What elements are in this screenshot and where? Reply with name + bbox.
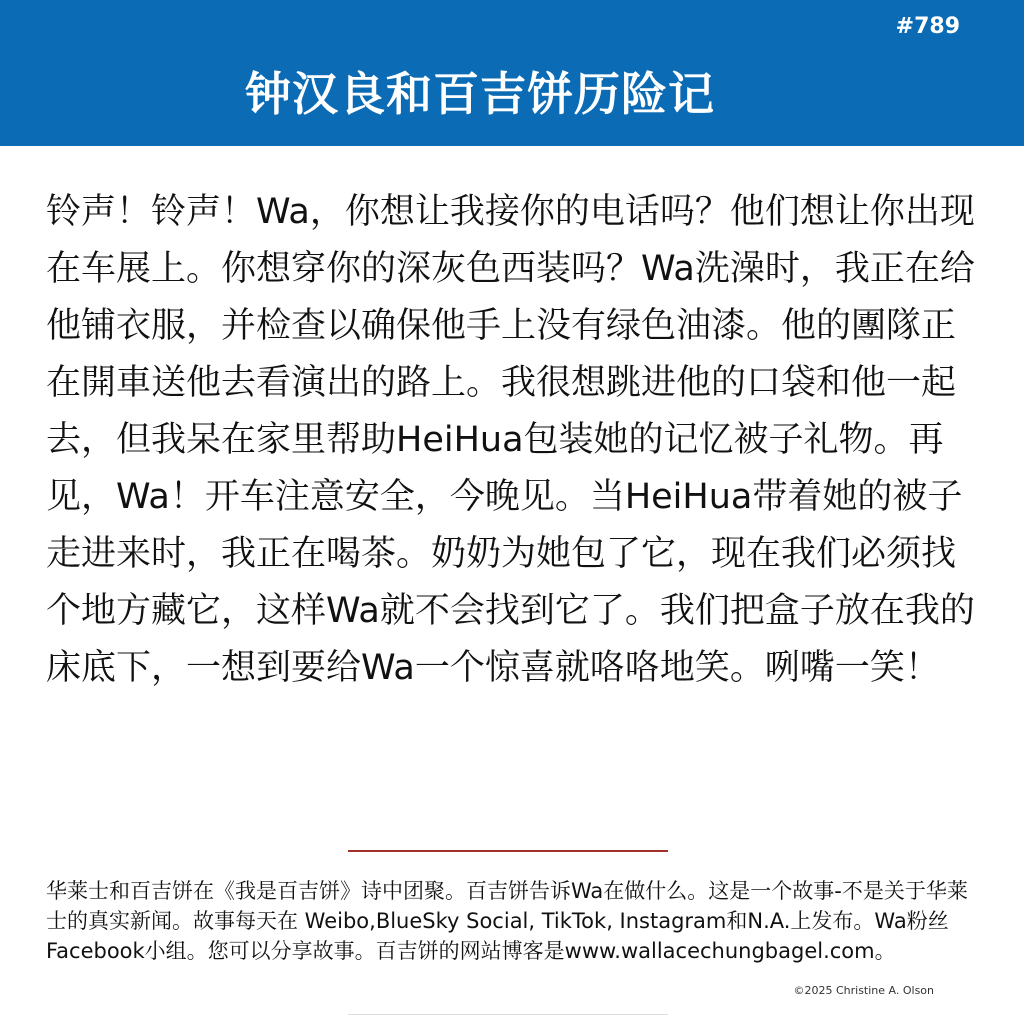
footer-note: 华莱士和百吉饼在《我是百吉饼》诗中团聚。百吉饼告诉Wa在做什么。这是一个故事-不是关于华莱士的真实新闻。故事每天在 Weibo,BlueSky Social, TikTok, Instagram和N.A.上发布。Wa粉丝Facebook小组。您可以分享故事。百吉饼的网站博客是www.wallacechungbagel.com。: [46, 879, 968, 963]
copyright: ©2025 Christine A. Olson: [793, 984, 934, 997]
episode-number: #789: [895, 14, 960, 39]
header-banner: [0, 0, 1024, 146]
story-text: 铃声！铃声！Wa，你想让我接你的电话吗？他们想让你出现在车展上。你想穿你的深灰色西装吗？Wa洗澡时，我正在给他铺衣服，并检查以确保他手上没有绿色油漆。他的團隊正在開車送他去看演出的路上。我很想跳进他的口袋和他一起去，但我呆在家里帮助HeiHua包装她的记忆被子礼物。再见，Wa！开车注意安全，今晚见。当HeiHua带着她的被子走进来时，我正在喝茶。奶奶为她包了它，现在我们必须找个地方藏它，这样Wa就不会找到它了。我们把盒子放在我的床底下，一想到要给Wa一个惊喜就咯咯地笑。咧嘴一笑！: [46, 192, 975, 688]
divider: [348, 850, 668, 852]
page-title: 钟汉良和百吉饼历险记: [245, 67, 715, 121]
bottom-rule: [348, 1014, 668, 1015]
